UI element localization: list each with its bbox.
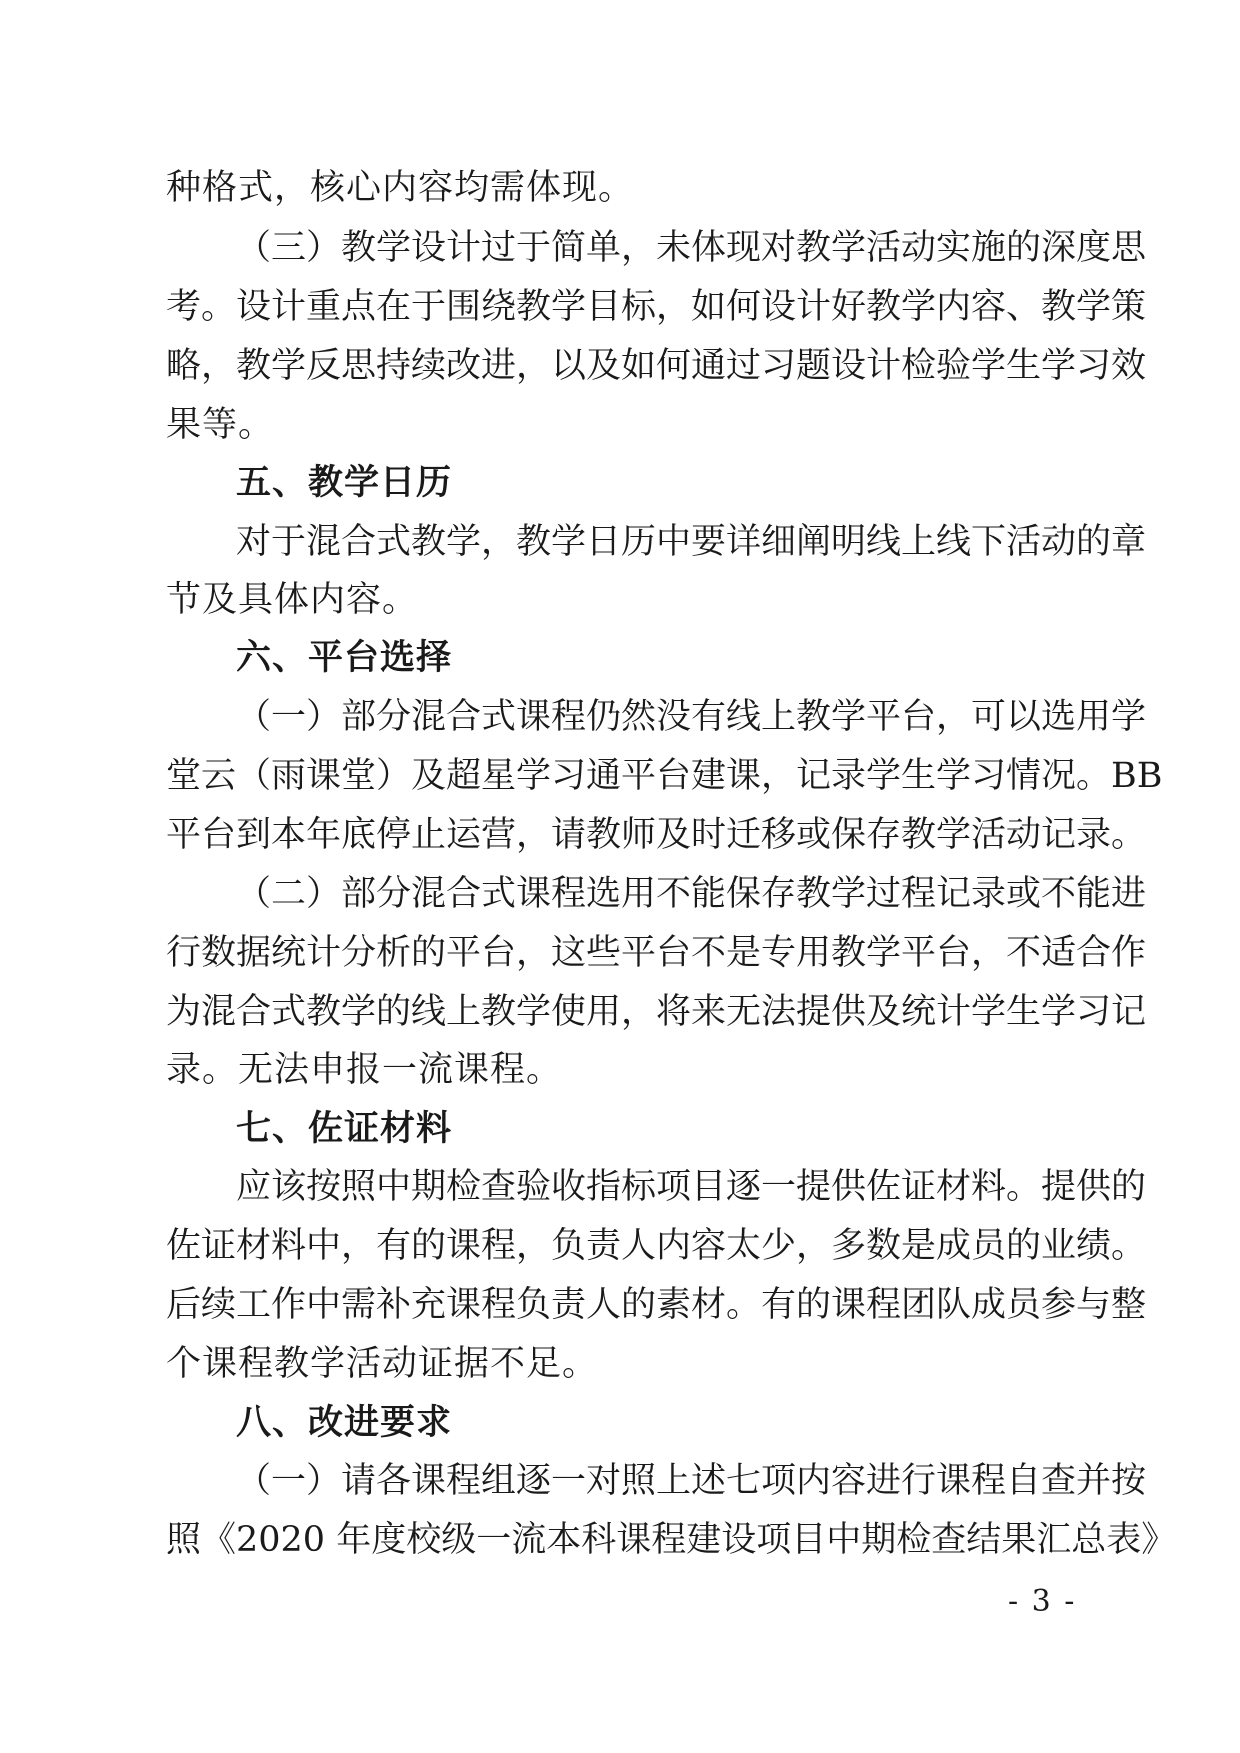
body-text-line: 对于混合式教学，教学日历中要详细阐明线上线下活动的章 bbox=[236, 522, 1147, 562]
body-text-line: 略，教学反思持续改进，以及如何通过习题设计检验学生学习效 bbox=[166, 346, 1147, 386]
body-text-line: 个课程教学活动证据不足。 bbox=[166, 1344, 599, 1384]
body-text-line: 后续工作中需补充课程负责人的素材。有的课程团队成员参与整 bbox=[166, 1285, 1147, 1325]
section-heading: 七、佐证材料 bbox=[236, 1109, 453, 1149]
body-text-line: 堂云（雨课堂）及超星学习通平台建课，记录学生学习情况。BB bbox=[166, 756, 1163, 796]
body-text-line: 考。设计重点在于围绕教学目标，如何设计好教学内容、教学策 bbox=[166, 287, 1147, 327]
body-text-line: 照《2020 年度校级一流本科课程建设项目中期检查结果汇总表》 bbox=[166, 1520, 1177, 1560]
body-text-line: （一）部分混合式课程仍然没有线上教学平台，可以选用学 bbox=[236, 697, 1147, 737]
page-number: - 3 - bbox=[1008, 1584, 1077, 1619]
body-text-line: 为混合式教学的线上教学使用，将来无法提供及统计学生学习记 bbox=[166, 992, 1147, 1032]
body-text-line: 节及具体内容。 bbox=[166, 580, 419, 620]
body-text-line: 种格式，核心内容均需体现。 bbox=[166, 168, 635, 208]
section-heading: 八、改进要求 bbox=[236, 1403, 453, 1443]
section-heading: 五、教学日历 bbox=[236, 463, 453, 503]
body-text-line: 佐证材料中，有的课程，负责人内容太少，多数是成员的业绩。 bbox=[166, 1226, 1147, 1266]
section-heading: 六、平台选择 bbox=[236, 638, 453, 678]
body-text-line: 录。无法申报一流课程。 bbox=[166, 1050, 563, 1090]
body-text-line: （一）请各课程组逐一对照上述七项内容进行课程自查并按 bbox=[236, 1461, 1147, 1501]
body-text-line: 果等。 bbox=[166, 405, 275, 445]
body-text-line: 行数据统计分析的平台，这些平台不是专用教学平台，不适合作 bbox=[166, 933, 1147, 973]
body-text-line: （三）教学设计过于简单，未体现对教学活动实施的深度思 bbox=[236, 228, 1147, 268]
body-text-line: 平台到本年底停止运营，请教师及时迁移或保存教学活动记录。 bbox=[166, 815, 1147, 855]
body-text-line: （二）部分混合式课程选用不能保存教学过程记录或不能进 bbox=[236, 874, 1147, 914]
body-text-line: 应该按照中期检查验收指标项目逐一提供佐证材料。提供的 bbox=[236, 1167, 1147, 1207]
